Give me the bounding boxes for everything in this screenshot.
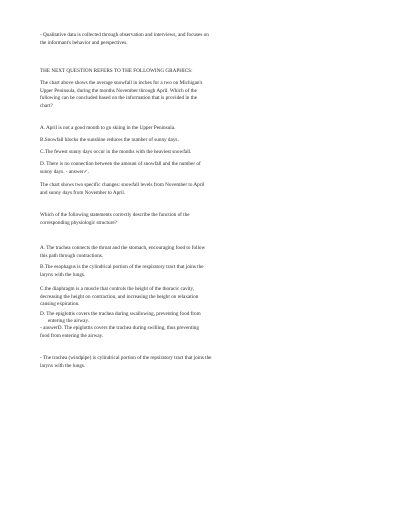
q1-option-a: A. April is not a good month to go skiing in the Upper Peninsula. <box>40 125 176 131</box>
q2-option-b: B.The esophagus is the cylindrical portion of the respiratory tract that joins the larynx with the lungs. <box>40 264 204 278</box>
question-2: Which of the following statements correctly describe the function of the corresponding physiologic structure? <box>40 212 190 226</box>
graphics-header: THE NEXT QUESTION REFERS TO THE FOLLOWING GRAPHICS: <box>40 68 193 74</box>
q2-option-d: D. The epiglottis covers the trachea during swallowing, preventing food from <box>40 311 201 317</box>
q2-explanation: - The trachea (windpipe) is cylindrical portion of the repsiratory tract that joins the larynx with the lungs. <box>40 355 212 369</box>
q2-option-a: A. The trachea connects the throat and the stomach, encouraging food to follow this path through contractions. <box>40 245 206 259</box>
intro-paragraph: - Qualitative data is collected through observation and interviews, and focuses on the informant's behavior and perspectives. <box>40 32 209 46</box>
q1-option-b: B.Snowfall blocks the sunshine reduces the number of sunny days. <box>40 137 179 143</box>
q2-option-d-continued: entering the airway. <box>48 318 90 324</box>
q2-answer: - answerD. The epiglottis covers the trachea during swilling, thus preventing food from entering the airway. <box>40 325 199 339</box>
q2-option-c: C.the diaphragm is a muscle that controls the height of the thoracic cavity, decreasing the height on contraction, and increasing the height on relaxation causing expiration. <box>40 286 199 308</box>
q1-explanation: The chart shows two specific changes: snowfall levels from November to April and sunny days from November to April. <box>40 182 205 196</box>
question-1: The chart above shows the average snowfall in inches for a two on Michigan's Upper Peninsula, during the months November through April. Which of the following can be concluded based on the information that is provided in the chart? <box>40 80 203 109</box>
q1-option-c: C.The fewest sunny days occur in the months with the heaviest snowfall. <box>40 149 192 155</box>
q1-option-d: D. There is no connection between the amount of snowfall and the number of sunny days. - answer✓. <box>40 161 201 175</box>
